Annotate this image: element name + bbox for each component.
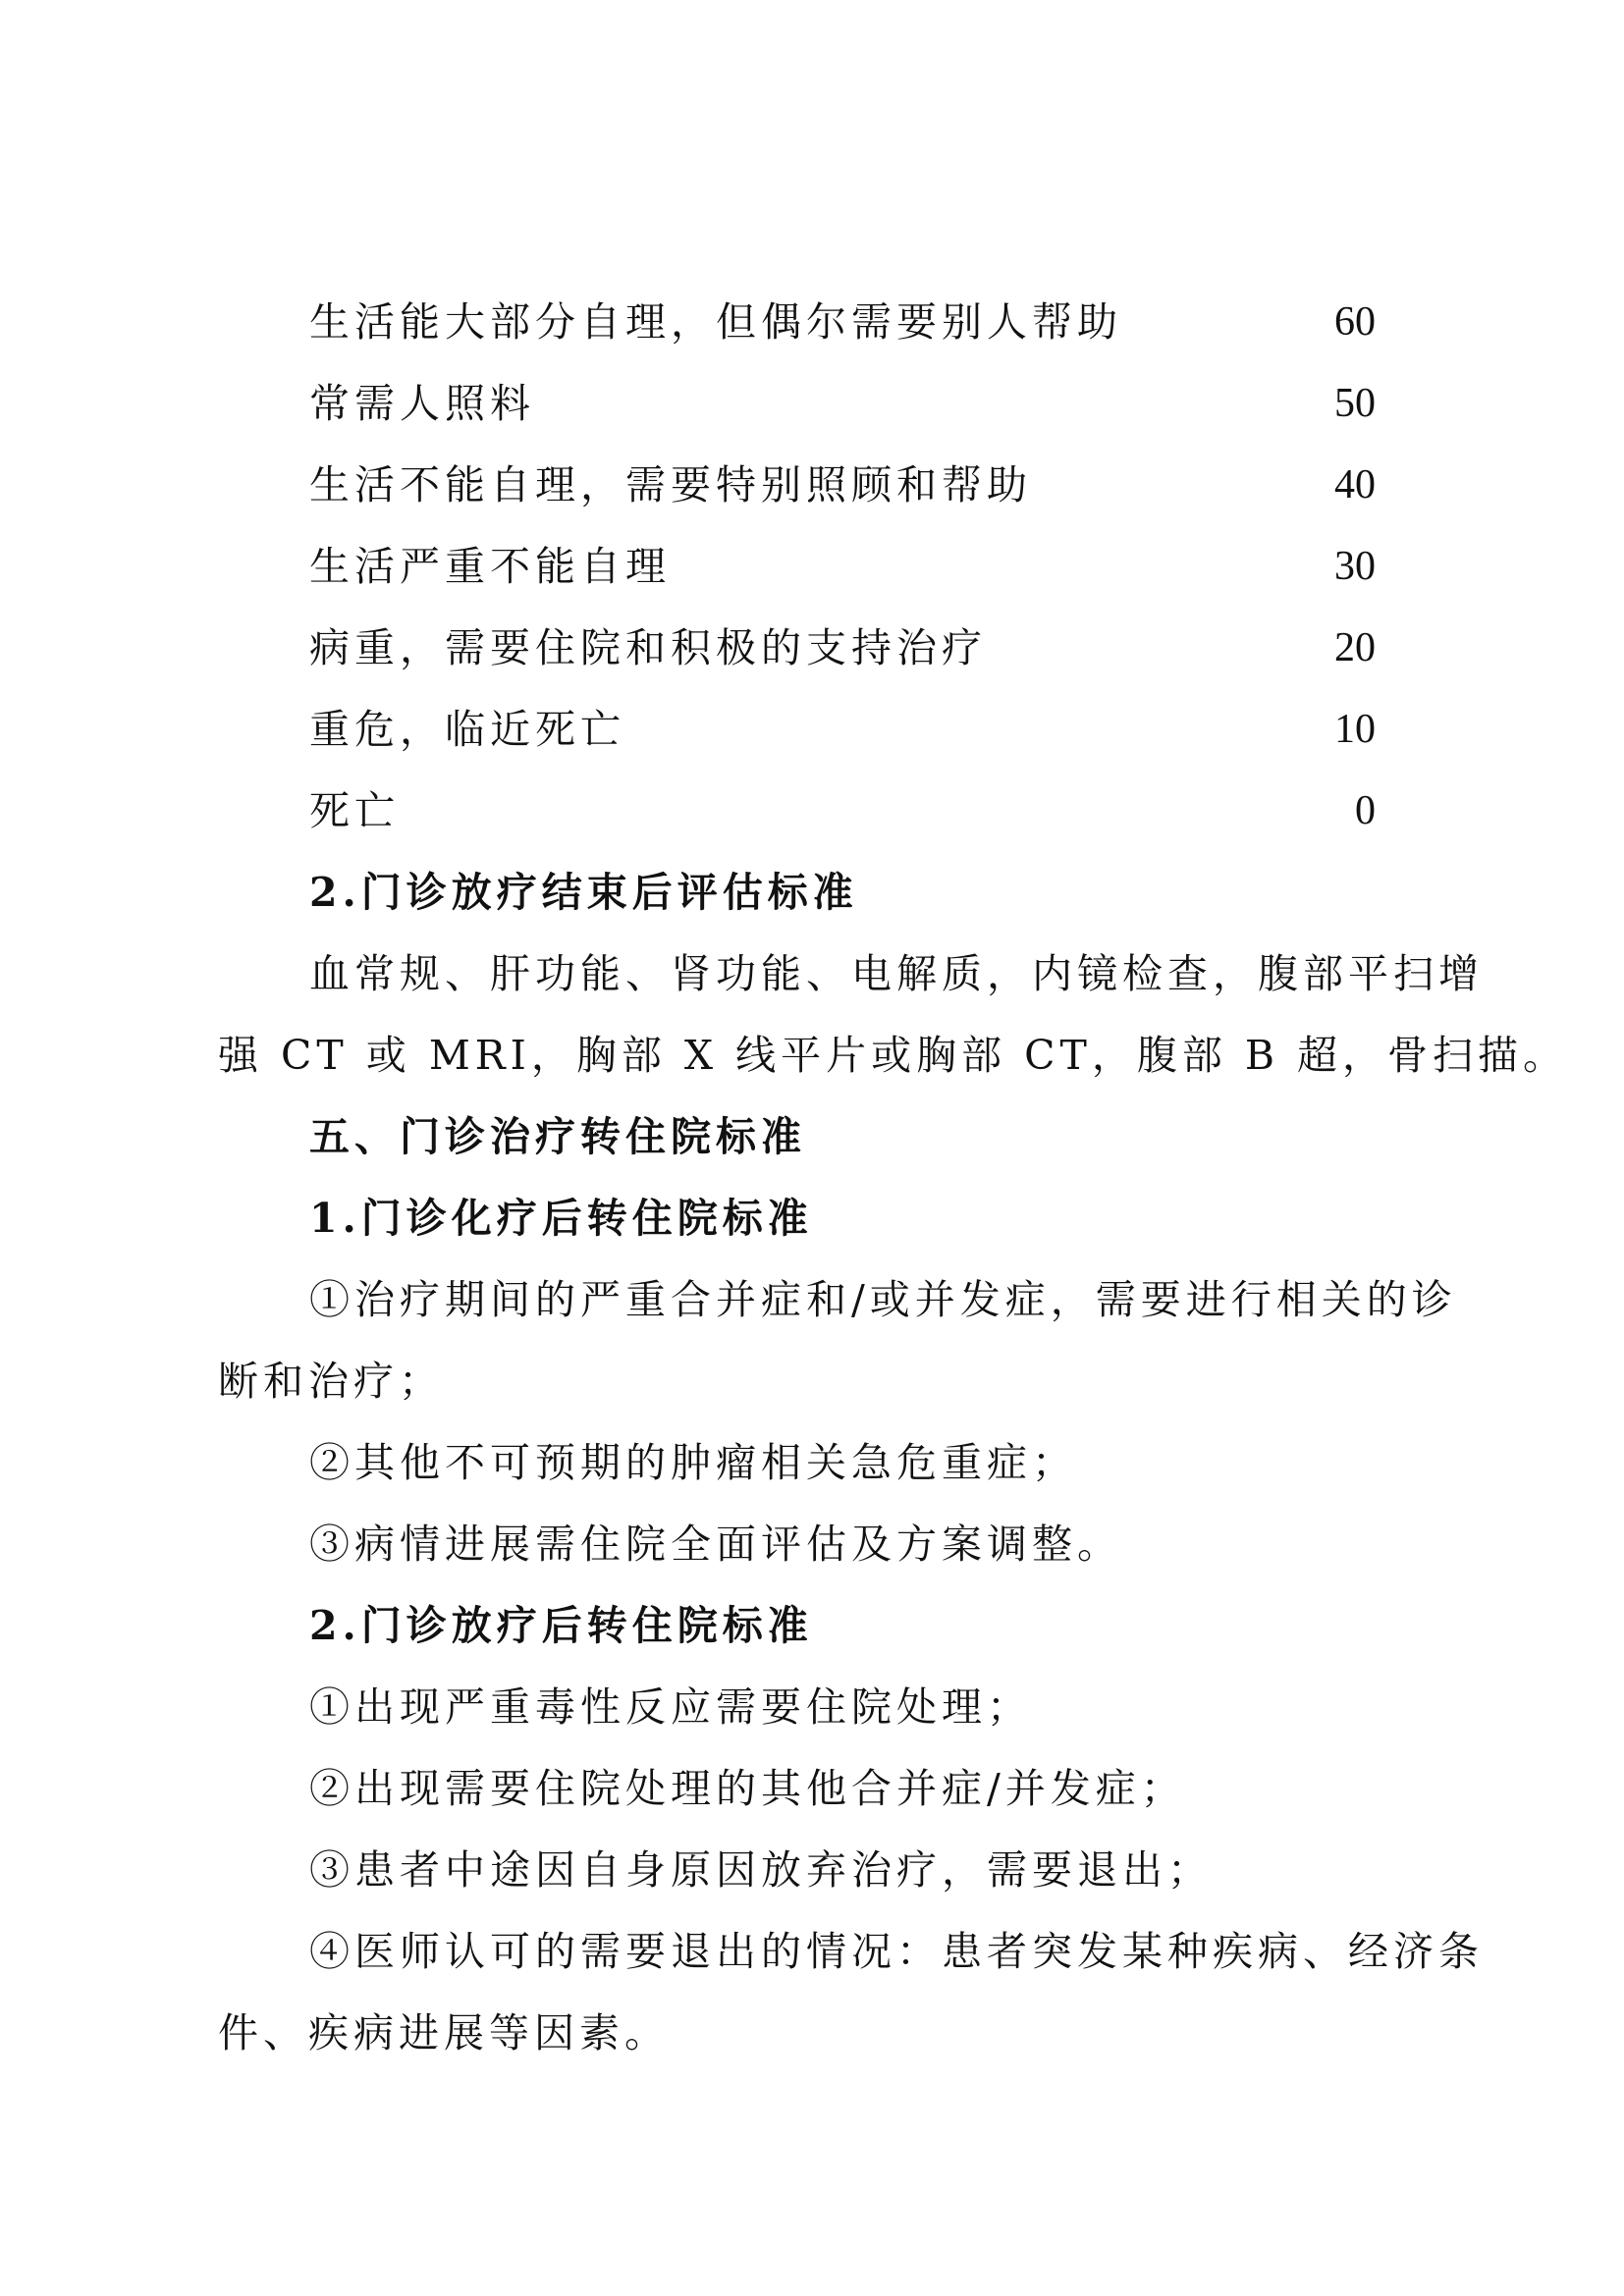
section-heading-five: 五、门诊治疗转住院标准 (309, 1113, 806, 1160)
list-item-continuation: 断和治疗； (218, 1358, 444, 1405)
score-label: 常需人照料 (309, 380, 535, 427)
score-row (309, 776, 1389, 845)
score-value: 20 (1334, 625, 1376, 670)
score-value: 0 (1355, 788, 1376, 833)
score-value: 10 (1334, 707, 1376, 752)
subsection-heading-radio: 2.门诊放疗后转住院标准 (309, 1602, 813, 1649)
score-row (309, 288, 1389, 356)
score-value: 30 (1334, 544, 1376, 589)
paragraph-line: 血常规、肝功能、肾功能、电解质，内镜检查，腹部平扫增 (309, 950, 1484, 997)
score-label: 生活严重不能自理 (309, 543, 671, 590)
paragraph-line: 强 CT 或 MRI，胸部 X 线平片或胸部 CT，腹部 B 超，骨扫描。 (218, 1032, 1569, 1079)
score-row (309, 614, 1389, 682)
list-item: ②其他不可预期的肿瘤相关急危重症； (309, 1439, 1077, 1486)
score-value: 60 (1334, 299, 1376, 345)
score-label: 重危，临近死亡 (309, 706, 625, 753)
score-row (309, 369, 1389, 438)
score-label: 生活不能自理，需要特别照顾和帮助 (309, 461, 1032, 508)
score-value: 50 (1334, 381, 1376, 426)
score-row (309, 451, 1389, 519)
subsection-heading-chemo: 1.门诊化疗后转住院标准 (309, 1195, 813, 1242)
list-item: ③患者中途因自身原因放弃治疗，需要退出； (309, 1846, 1213, 1894)
list-item: ④医师认可的需要退出的情况：患者突发某种疾病、经济条 (309, 1928, 1484, 1975)
list-item: ①治疗期间的严重合并症和/或并发症，需要进行相关的诊 (309, 1276, 1457, 1323)
list-item: ②出现需要住院处理的其他合并症/并发症； (309, 1765, 1186, 1812)
score-value: 40 (1334, 462, 1376, 507)
score-label: 死亡 (309, 787, 400, 834)
score-label: 病重，需要住院和积极的支持治疗 (309, 624, 987, 671)
score-row (309, 695, 1389, 764)
score-label: 生活能大部分自理，但偶尔需要别人帮助 (309, 298, 1122, 346)
list-item: ①出现严重毒性反应需要住院处理； (309, 1683, 1032, 1731)
score-row (309, 532, 1389, 601)
section-heading-radiotherapy-eval: 2.门诊放疗结束后评估标准 (309, 869, 858, 916)
list-item: ③病情进展需住院全面评估及方案调整。 (309, 1521, 1122, 1568)
list-item-continuation: 件、疾病进展等因素。 (218, 2009, 670, 2056)
